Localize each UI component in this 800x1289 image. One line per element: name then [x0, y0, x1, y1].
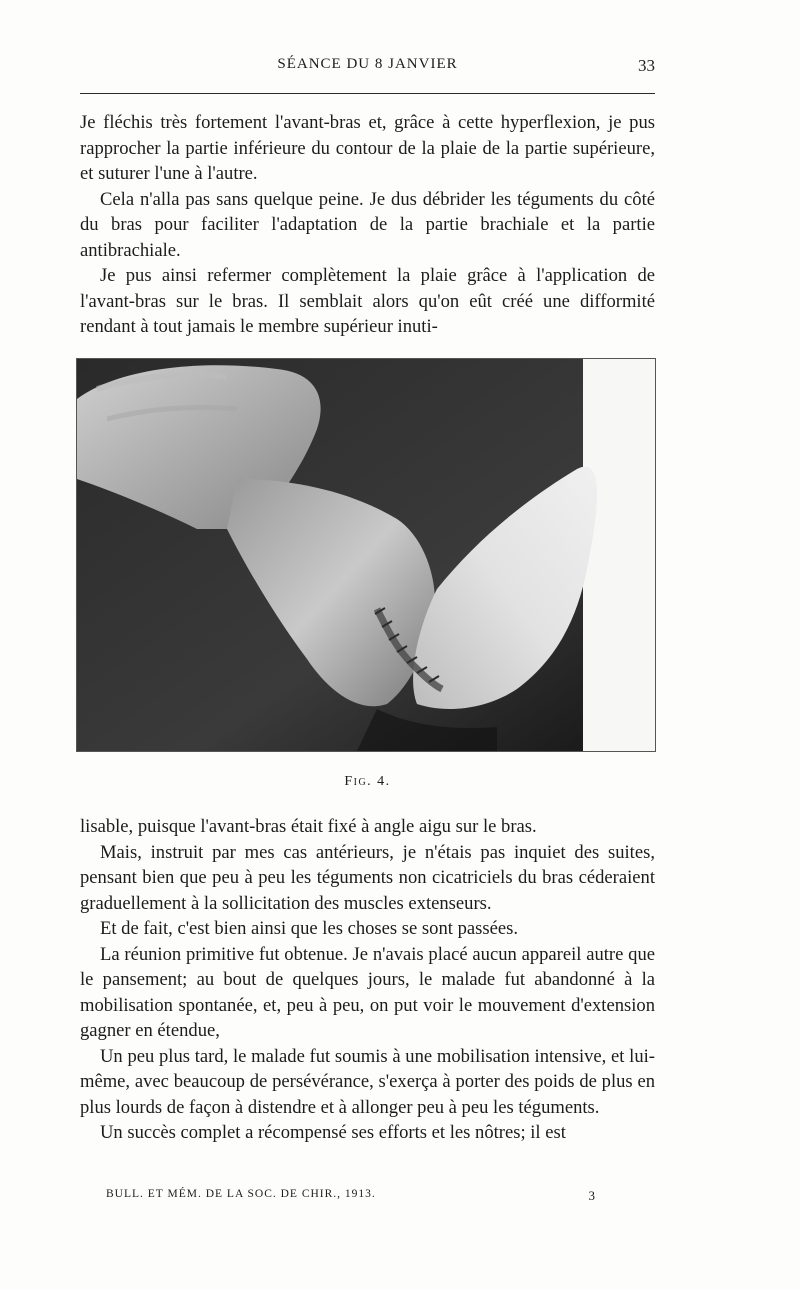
paragraph: La réunion primitive fut obtenue. Je n'avais placé aucun appareil autre que le pansement; au bout de quelques jours, le malade fut abandonné à la mobilisation spontanée, et, peu à peu, on put voir le mouvement d'extension gagner en étendue, — [80, 943, 655, 1041]
page-number: 33 — [638, 56, 655, 75]
paragraph: Et de fait, c'est bien ainsi que les choses se sont passées. — [100, 918, 518, 939]
page-footer — [106, 1188, 596, 1208]
text-block-bottom — [80, 814, 655, 1146]
header-rule — [80, 93, 655, 94]
text-block-top — [80, 110, 655, 340]
paragraph: Mais, instruit par mes cas antérieurs, je n'étais pas inquiet des suites, pensant bien que peu à peu les téguments non cicatriciels du bras céderaient graduellement à la sollicitation des muscles extenseurs. — [80, 841, 655, 914]
paragraph: Un peu plus tard, le malade fut soumis à une mobilisation intensive, et lui-même, avec beaucoup de persévérance, s'exerça à porter des poids de plus en plus lourds de façon à distendre et à allonger peu à peu les téguments. — [80, 1045, 655, 1118]
page-header — [80, 56, 655, 84]
footer-signature-line: BULL. ET MÉM. DE LA SOC. DE CHIR., 1913. — [106, 1188, 376, 1200]
paragraph: Je pus ainsi refermer complètement la plaie grâce à l'application de l'avant-bras sur le bras. Il semblait alors qu'on eût créé une difformité rendant à tout jamais le membre supérieur inuti- — [80, 265, 655, 337]
paragraph: Cela n'alla pas sans quelque peine. Je dus débrider les téguments du côté du bras pour faciliter l'adaptation de la partie brachiale et la partie antibrachiale. — [80, 188, 655, 261]
paragraph: lisable, puisque l'avant-bras était fixé à angle aigu sur le bras. — [80, 816, 537, 837]
paragraph: Je fléchis très fortement l'avant-bras et, grâce à cette hyperflexion, je pus rapprocher la partie inférieure du contour de la plaie de la partie supérieure, et suturer l'une à l'autre. — [80, 112, 655, 184]
figure-caption: Fig. 4. — [344, 774, 391, 789]
paragraph: Un succès complet a récompensé ses efforts et les nôtres; il est — [100, 1122, 566, 1143]
arm-photograph — [77, 359, 655, 751]
footer-sheet-number: 3 — [588, 1188, 596, 1203]
figure-photograph — [76, 358, 656, 752]
running-head: SÉANCE DU 8 JANVIER — [277, 56, 458, 72]
